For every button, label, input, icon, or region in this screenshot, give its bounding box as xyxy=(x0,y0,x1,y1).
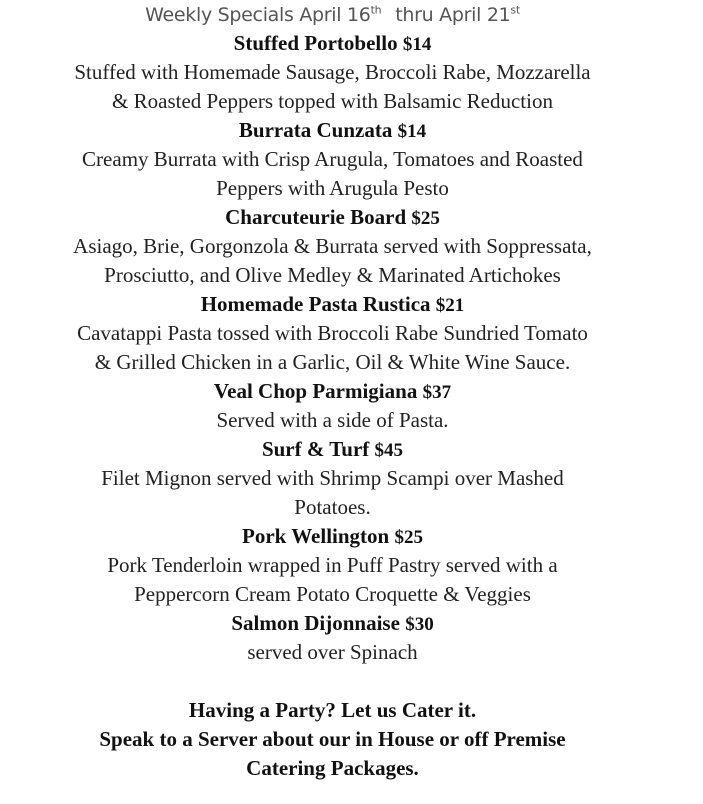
item-desc-line: Stuffed with Homemade Sausage, Broccoli Rabe, Mozzarella xyxy=(74,60,591,84)
item-desc-pasta-rustica xyxy=(0,319,665,377)
item-title-stuffed-portobello xyxy=(0,29,665,58)
header-sup-th: th xyxy=(370,3,382,17)
item-desc-line: Prosciutto, and Olive Medley & Marinated Artichokes xyxy=(104,263,561,287)
item-desc-line: & Grilled Chicken in a Garlic, Oil & White Wine Sauce. xyxy=(94,350,571,374)
item-title-surf-turf xyxy=(0,435,665,464)
promo-line-2: Speak to a Server about our in House or off Premise xyxy=(99,727,566,751)
header-middle: thru April 21 xyxy=(395,4,511,26)
item-desc-line: served over Spinach xyxy=(247,640,418,664)
item-desc-line: Potatoes. xyxy=(294,495,371,519)
item-title-salmon-dijonnaise xyxy=(0,609,665,638)
item-desc-burrata-cunzata xyxy=(0,145,665,203)
item-title-burrata-cunzata xyxy=(0,116,665,145)
item-title-veal-chop xyxy=(0,377,665,406)
section-spacer xyxy=(0,667,665,696)
item-title-charcuteurie-board xyxy=(0,203,665,232)
item-desc-pork-wellington xyxy=(0,551,665,609)
item-price: $25 xyxy=(394,527,423,548)
item-price: $21 xyxy=(435,295,465,316)
item-price: $14 xyxy=(397,121,427,142)
header-sup-st: st xyxy=(510,3,520,17)
item-price: $45 xyxy=(374,440,404,461)
item-desc-line: & Roasted Peppers topped with Balsamic Reduction xyxy=(112,89,553,113)
item-name: Stuffed Portobello xyxy=(233,31,398,55)
item-name: Surf & Turf xyxy=(261,437,370,461)
item-name: Charcuteurie Board xyxy=(225,205,407,229)
item-price: $14 xyxy=(402,34,432,55)
item-desc-veal-chop xyxy=(0,406,665,435)
item-title-pasta-rustica xyxy=(0,290,665,319)
item-desc-line: Asiago, Brie, Gorgonzola & Burrata served with Soppressata, xyxy=(73,234,592,258)
item-desc-line: Peppercorn Cream Potato Croquette & Veggies xyxy=(134,582,531,606)
item-desc-line: Cavatappi Pasta tossed with Broccoli Rabe Sundried Tomato xyxy=(77,321,588,345)
item-name: Burrata Cunzata xyxy=(238,118,393,142)
item-name: Veal Chop Parmigiana xyxy=(213,379,418,403)
item-desc-surf-turf xyxy=(0,464,665,522)
item-desc-charcuteurie-board xyxy=(0,232,665,290)
promo-line-1: Having a Party? Let us Cater it. xyxy=(188,698,477,722)
item-desc-salmon-dijonnaise xyxy=(0,638,665,667)
catering-promo xyxy=(0,696,665,783)
item-desc-line: Served with a side of Pasta. xyxy=(216,408,449,432)
item-name: Salmon Dijonnaise xyxy=(231,611,400,635)
item-desc-stuffed-portobello xyxy=(0,58,665,116)
item-desc-line: Pork Tenderloin wrapped in Puff Pastry served with a xyxy=(107,553,558,577)
item-name: Homemade Pasta Rustica xyxy=(200,292,431,316)
item-title-pork-wellington xyxy=(0,522,665,551)
item-price: $30 xyxy=(405,614,434,635)
specials-header xyxy=(0,2,665,29)
item-name: Pork Wellington xyxy=(242,524,390,548)
promo-line-3: Catering Packages. xyxy=(246,756,419,780)
item-price: $37 xyxy=(422,382,452,403)
item-desc-line: Creamy Burrata with Crisp Arugula, Tomatoes and Roasted xyxy=(82,147,583,171)
header-prefix: Weekly Specials April 16 xyxy=(145,4,371,26)
item-desc-line: Filet Mignon served with Shrimp Scampi over Mashed xyxy=(101,466,564,490)
item-price: $25 xyxy=(411,208,440,229)
item-desc-line: Peppers with Arugula Pesto xyxy=(216,176,449,200)
